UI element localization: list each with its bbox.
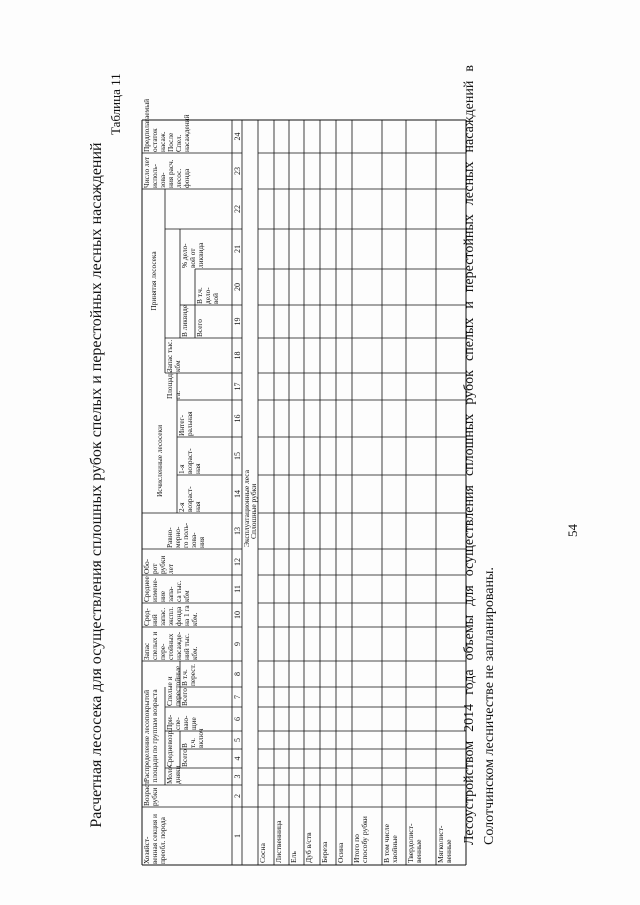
column-number: 4 (233, 756, 242, 761)
table-row-label: Лиственница (274, 820, 283, 863)
table-row-label: Мягколист- венные (436, 825, 454, 863)
column-number: 16 (233, 414, 242, 423)
header-avg-change: Среднее измене- ние запа- са тыс. кбм (142, 576, 191, 602)
column-number: 20 (233, 283, 242, 291)
table-row-label: Дуб в/ств (304, 832, 313, 863)
header-middle-included: В т.ч. включ (180, 728, 205, 748)
column-number: 12 (233, 558, 242, 566)
document-title: Расчетная лесосека для осуществления сплошных рубок спелых и перестойных лесных насаждений (88, 142, 105, 828)
header-stock: Запас спелых и пере- стойных насажде- ний тыс. кбм. (142, 631, 199, 660)
column-number: 23 (233, 167, 242, 175)
table-label: Таблица 11 (108, 73, 123, 135)
header-young: Моло- дняки (165, 764, 182, 784)
column-number: 17 (233, 382, 242, 391)
header-accepted: Принятая лесосека (149, 251, 158, 311)
column-number: 22 (233, 205, 242, 213)
header-liquid-total: Всего (195, 319, 204, 337)
section-subtitle: Сплошные рубки (249, 483, 258, 539)
header-residual: Предполагаемый остаток насаж. После Спел. насаждений (142, 98, 191, 152)
header-middle-aged: Средневозр. (165, 729, 174, 767)
table-row-label: Ель (289, 851, 298, 863)
header-middle-total: Всего (180, 749, 189, 767)
table-row-label: Осина (336, 842, 345, 863)
header-mature-total: Всего (180, 688, 189, 706)
header-liquid: В ликвиде (180, 304, 189, 337)
header-business-percent: % дело- вой от ликвида (180, 242, 205, 268)
header-area: Площадь га. (165, 370, 182, 399)
header-years-used: Число лет исполь- зова- ния расч. лесос. фонда (142, 156, 191, 188)
column-number: 11 (233, 585, 242, 593)
header-species: Хозяйст- венная секция и преобл. порода (142, 814, 167, 864)
table-row-label: Береза (320, 841, 329, 863)
header-uniform: Равно- мерно- го поль- зова- ния (165, 522, 206, 548)
column-number: 7 (233, 695, 242, 699)
footnote-paragraph: Лесоустройством 2014 года объемы для осуществления сплошных рубок спелых и перестойных лесных насаждений в Солотчинском лесничестве не запланированы. (462, 65, 497, 845)
column-number: 2 (233, 794, 242, 798)
table-row-label: В том числе хвойные (382, 824, 400, 863)
header-class-age: Возраст рубки (142, 781, 159, 806)
table-row-label: Сосна (258, 843, 267, 863)
column-number: 13 (233, 527, 242, 535)
column-number: 14 (233, 490, 242, 498)
column-number: 5 (233, 738, 242, 742)
column-number: 1 (233, 834, 242, 838)
column-number: 15 (233, 452, 242, 460)
table-row-label: Твердолист- венные (406, 823, 424, 863)
column-number: 19 (233, 317, 242, 326)
header-mature-overmature: В т.ч. перест. (180, 664, 197, 686)
column-number: 24 (233, 132, 242, 141)
header-age-distribution: Распределение лесопокрытой площади по группам возраста (142, 689, 159, 783)
table-row-label: Итого по способу рубки (352, 816, 370, 863)
header-mature: Спелые и перестойные (165, 665, 182, 706)
header-stock-thousand: Запас тыс. кбм (165, 339, 182, 372)
section-title: Эксплуатационные леса (242, 469, 251, 547)
header-age-1: 1-я возраст- ная (177, 448, 202, 474)
page-number: 54 (565, 524, 580, 537)
header-calculated: Исчисленные лесосеки (155, 425, 164, 497)
column-number: 18 (233, 351, 242, 360)
header-avg-stock: Сред- ний запас. экспл. фонда на 1 га кбм. (142, 605, 199, 626)
column-number: 10 (233, 611, 242, 619)
header-turnover: Обо- рот рубки лет (142, 555, 175, 574)
header-ripening: При- спе- ваю- щие (165, 714, 198, 730)
header-liquid-business: В т.ч. дело- вой (195, 287, 220, 304)
column-number: 3 (233, 774, 242, 779)
column-number: 9 (233, 642, 242, 646)
column-number: 8 (233, 672, 242, 676)
column-number: 21 (233, 245, 242, 253)
header-integral: Интег- ральная (177, 411, 194, 436)
column-number: 6 (233, 717, 242, 721)
header-age-2: 2-я возраст- ная (177, 486, 202, 512)
